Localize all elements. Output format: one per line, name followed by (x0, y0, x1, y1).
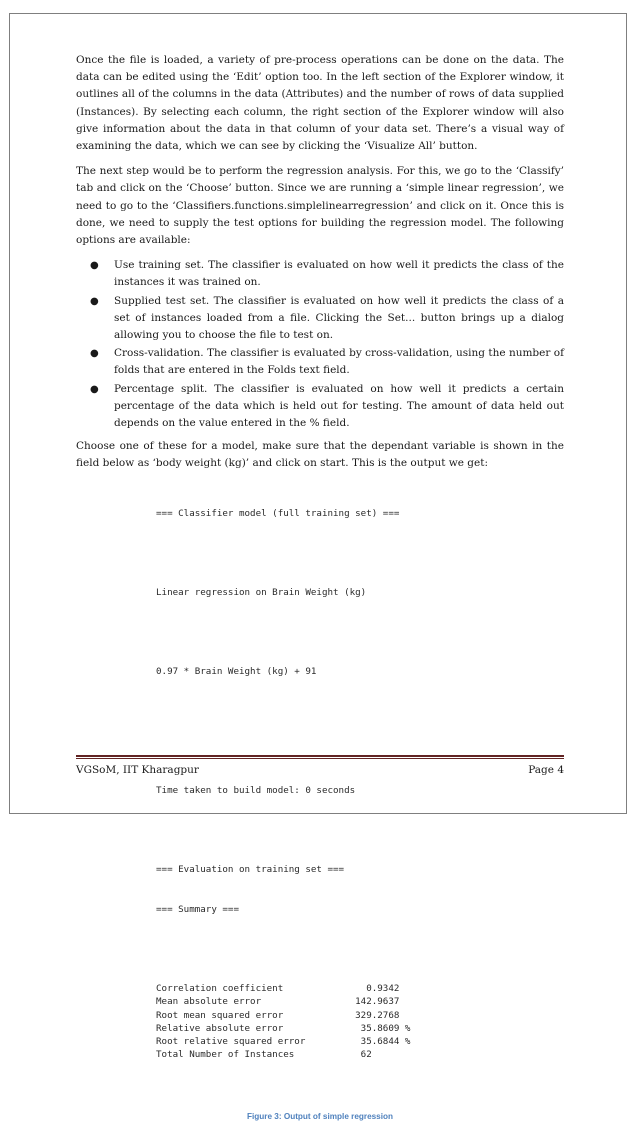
bullet-icon: ● (90, 260, 99, 272)
footer-rule-thin (76, 758, 564, 759)
metric-value: 35.8609 % (355, 1022, 411, 1034)
metric-label: Correlation coefficient (156, 983, 356, 995)
footer-institution: VGSoM, IIT Kharagpur (76, 764, 199, 776)
output-equation: 0.97 * Brain Weight (kg) + 91 (156, 666, 317, 678)
list-item (76, 293, 564, 345)
list-item-text: Percentage split. The classifier is evaluated on how well it predicts a certain percentage of the data which is held out for testing. The amount of data held out depends on the value entered in the % field. (114, 382, 564, 430)
test-options-list (76, 257, 564, 432)
metric-label: Root relative squared error (156, 1035, 356, 1047)
classifier-output (156, 481, 564, 1088)
paragraph-preprocess: Once the file is loaded, a variety of pre-process operations can be done on the data. The data can be edited using the ‘Edit’ option too. In the left section of the Explorer window, it outlines all of the columns in the data (Attributes) and the number of rows of data supplied (Instances). By selecting each column, the right section of the Explorer window will also give information about the data in that column of your data set. There’s a visual way of examining the data, which we can see by clicking the ‘Visualize All’ button. (76, 54, 564, 153)
metric-row (156, 1035, 564, 1048)
output-summary-header: === Summary === (156, 904, 239, 916)
output-time-taken: Time taken to build model: 0 seconds (156, 785, 356, 797)
metric-label: Relative absolute error (156, 1022, 356, 1034)
list-item (76, 381, 564, 433)
output-model-title: Linear regression on Brain Weight (kg) (156, 587, 367, 599)
paragraph-closing: Choose one of these for a model, make sure that the dependant variable is shown in the field below as ‘body weight (kg)’ and click on start. This is the output we get: (76, 440, 564, 470)
page-number: Page 4 (528, 764, 564, 776)
footer-rule (76, 755, 564, 757)
document-body (76, 52, 564, 1125)
metric-label: Total Number of Instances (156, 1049, 356, 1061)
metric-row (156, 1009, 564, 1022)
list-item-text: Use training set. The classifier is evaluated on how well it predicts the class of the instances it was trained on. (114, 259, 564, 289)
metric-row (156, 982, 564, 995)
paragraph-regression: The next step would be to perform the regression analysis. For this, we go to the ‘Classify’ tab and click on the ‘Choose’ button. Since we are running a ‘simple linear regression’, we need to go to the ‘Classifiers.functions.simplelinearregression’ and click on it. Once this is done, we need to supply the test options for building the regression model. The following options are available: (76, 165, 564, 247)
list-item (76, 257, 564, 291)
list-item (76, 345, 564, 379)
bullet-icon: ● (90, 295, 99, 307)
metric-value: 0.9342 (355, 983, 400, 995)
metric-value: 329.2768 (355, 1009, 400, 1021)
figure-caption: Figure 3: Output of simple regression (246, 1111, 394, 1121)
output-metrics (156, 982, 564, 1061)
metric-row (156, 995, 564, 1008)
output-header: === Classifier model (full training set) === (156, 508, 400, 520)
metric-label: Mean absolute error (156, 996, 356, 1008)
bullet-icon: ● (90, 383, 99, 395)
output-eval-header: === Evaluation on training set === (156, 864, 345, 876)
metric-row (156, 1022, 564, 1035)
bullet-icon: ● (90, 348, 99, 360)
metric-value: 142.9637 (355, 996, 400, 1008)
metric-row (156, 1048, 564, 1061)
list-item-text: Cross-validation. The classifier is evaluated by cross-validation, using the number of folds that are entered in the Folds text field. (114, 347, 564, 377)
metric-label: Root mean squared error (156, 1009, 356, 1021)
metric-value: 35.6844 % (355, 1035, 411, 1047)
metric-value: 62 (355, 1049, 372, 1061)
list-item-text: Supplied test set. The classifier is evaluated on how well it predicts the class of a set of instances loaded from a file. Clicking the Set... button brings up a dialog allowing you to choose the file to test on. (114, 294, 564, 342)
